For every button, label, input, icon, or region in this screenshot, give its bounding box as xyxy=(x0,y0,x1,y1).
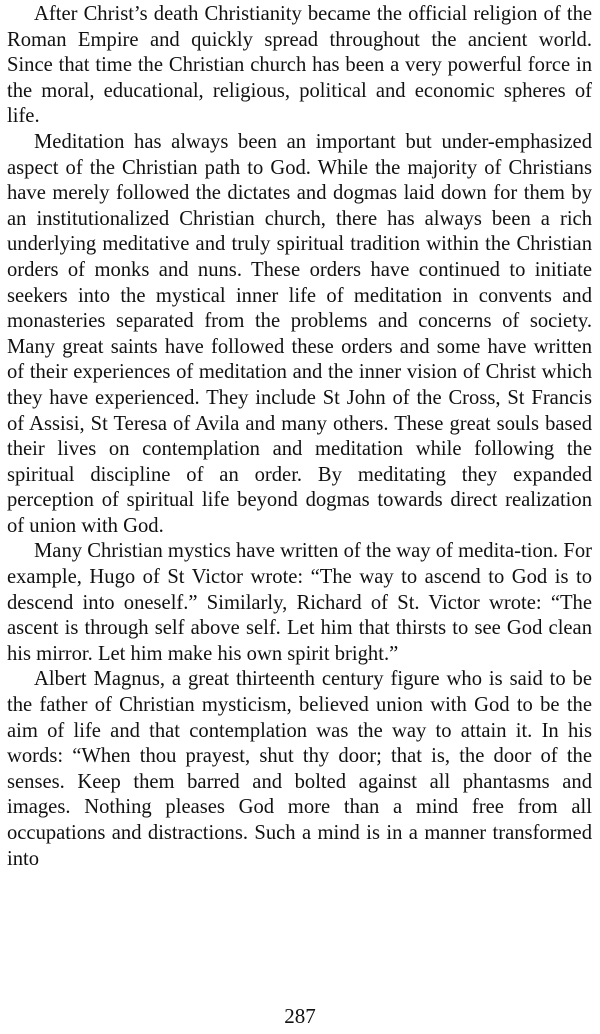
paragraph-albert-magnus: Albert Magnus, a great thirteenth century figure who is said to be the father of Christian mysticism, believed union with God to be the aim of life and that contemplation was the way to attain it. In his words: “When thou prayest, shut thy door; that is, the door of the senses. Keep them barred and bolted against all phantasms and images. Nothing pleases God more than a mind free from all occupations and distractions. Such a mind is in a manner transformed into xyxy=(7,668,592,870)
page-number: 287 xyxy=(284,1004,316,1028)
page-body xyxy=(7,2,592,872)
paragraph-christian-mystics: Many Christian mystics have written of the way of medita-tion. For example, Hugo of St Victor wrote: “The way to ascend to God is to descend into oneself.” Similarly, Richard of St. Victor wrote: “The ascent is through self above self. Let him that thirsts to see God clean his mirror. Let him make his own spirit bright.” xyxy=(7,540,592,665)
paragraph-meditation-tradition: Meditation has always been an important but under-emphasized aspect of the Christian path to God. While the majority of Christians have merely followed the dictates and dogmas laid down for them by an institutionalized Christian church, there has always been a rich underlying meditative and truly spiritual tradition within the Christian orders of monks and nuns. These orders have continued to initiate seekers into the mystical inner life of meditation in convents and monasteries separated from the problems and concerns of society. Many great saints have followed these orders and some have written of their experiences of meditation and the inner vision of Christ which they have experienced. They include St John of the Cross, St Francis of Assisi, St Teresa of Avila and many others. These great souls based their lives on contemplation and meditation while following the spiritual discipline of an order. By meditating they expanded perception of spiritual life beyond dogmas towards direct realization of union with God. xyxy=(7,130,592,537)
paragraph-christianity-spread: After Christ’s death Christianity became the official religion of the Roman Empire and quickly spread throughout the ancient world. Since that time the Christian church has been a very powerful force in the moral, educational, religious, political and economic spheres of life. xyxy=(7,3,592,128)
